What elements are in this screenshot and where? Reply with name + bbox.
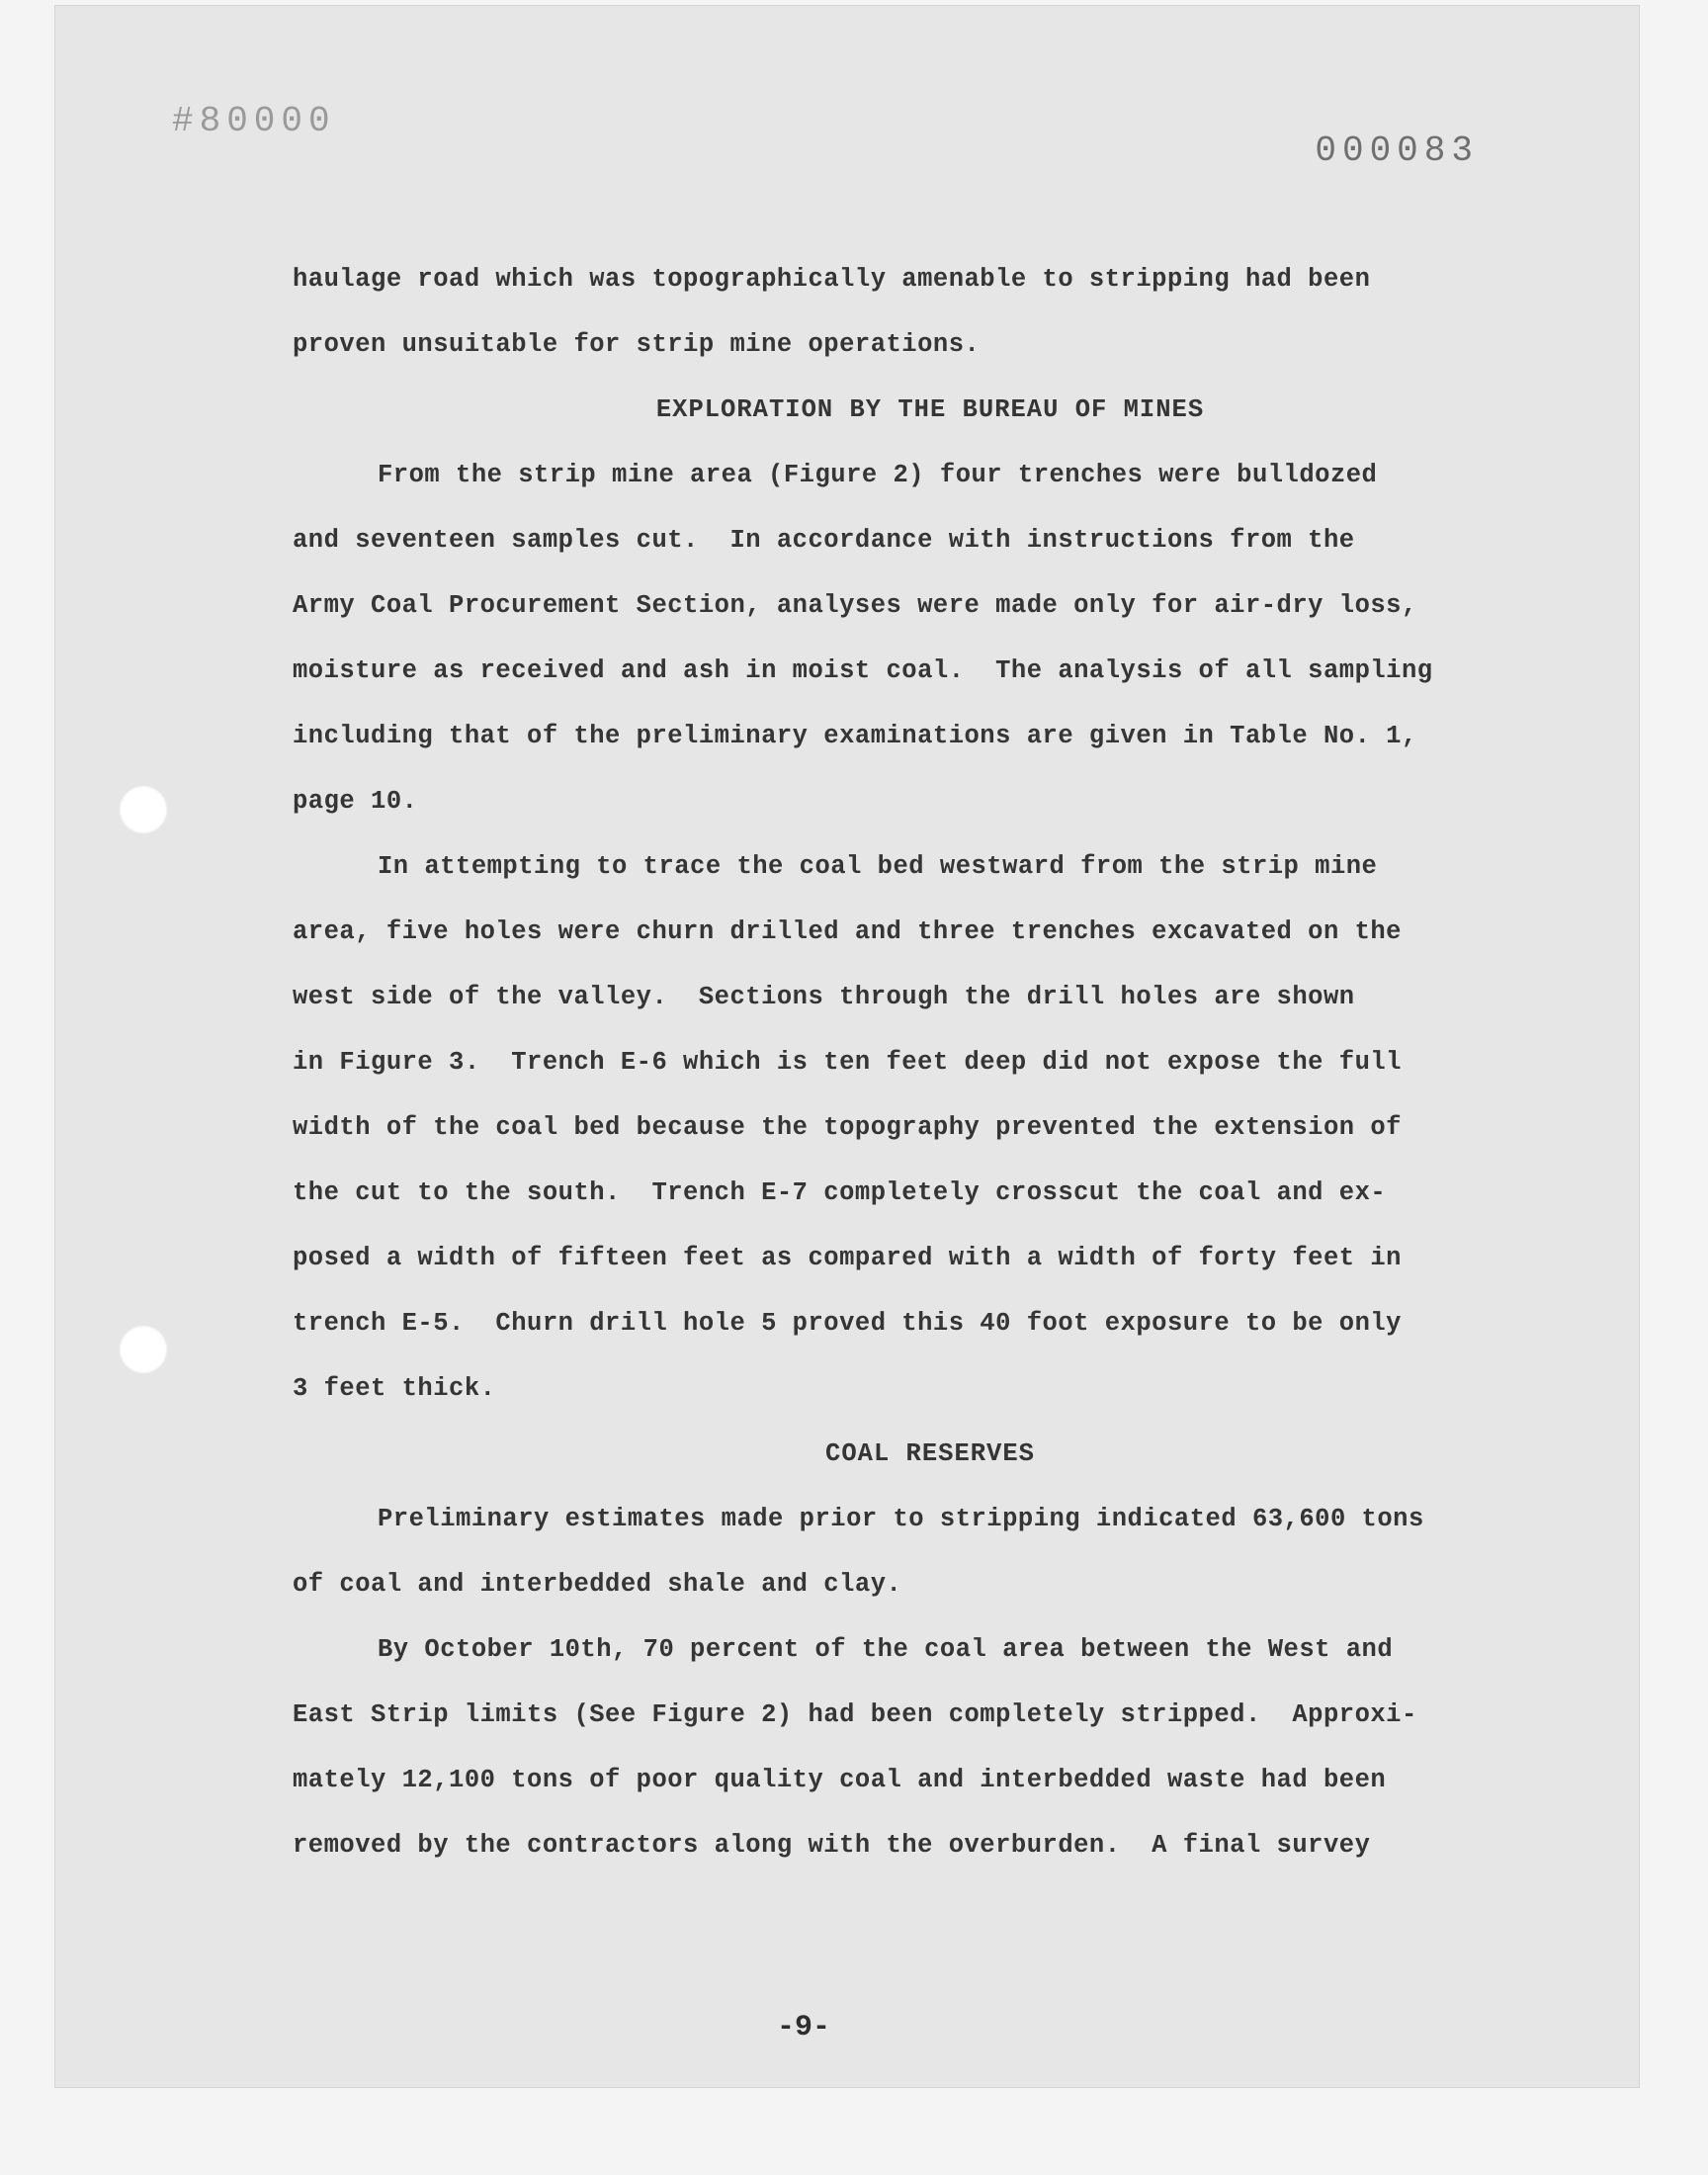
body-line: removed by the contractors along with the overburden. A final survey — [293, 1831, 1371, 1860]
body-line: posed a width of fifteen feet as compared with a width of forty feet in — [293, 1244, 1402, 1272]
punch-hole-top — [119, 785, 168, 834]
body-line: In attempting to trace the coal bed westward from the strip mine — [378, 852, 1378, 881]
punch-hole-bottom — [119, 1325, 168, 1374]
body-line: page 10. — [293, 787, 418, 816]
body-line: of coal and interbedded shale and clay. — [293, 1570, 902, 1599]
body-line: including that of the preliminary examinations are given in Table No. 1, — [293, 722, 1417, 750]
body-line: By October 10th, 70 percent of the coal area between the West and — [378, 1635, 1394, 1664]
body-line: East Strip limits (See Figure 2) had been completely stripped. Approxi- — [293, 1700, 1417, 1729]
document-page — [55, 6, 1639, 2087]
body-line: Preliminary estimates made prior to stripping indicated 63,600 tons — [378, 1505, 1424, 1533]
document-stamp-left: #80000 — [172, 101, 336, 141]
section-heading-exploration: EXPLORATION BY THE BUREAU OF MINES — [655, 395, 1205, 424]
body-line: From the strip mine area (Figure 2) four trenches were bulldozed — [378, 461, 1378, 489]
document-body — [293, 247, 1568, 1878]
body-line: the cut to the south. Trench E-7 completely crosscut the coal and ex- — [293, 1178, 1387, 1207]
body-line: width of the coal bed because the topography prevented the extension of — [293, 1113, 1402, 1142]
body-line: 3 feet thick. — [293, 1374, 496, 1403]
body-line: west side of the valley. Sections through the drill holes are shown — [293, 983, 1355, 1011]
document-stamp-number: 000083 — [1315, 130, 1479, 171]
body-line: haulage road which was topographically amenable to stripping had been — [293, 265, 1371, 294]
body-line: in Figure 3. Trench E-6 which is ten feet deep did not expose the full — [293, 1048, 1402, 1077]
body-line: area, five holes were churn drilled and three trenches excavated on the — [293, 917, 1402, 946]
body-line: moisture as received and ash in moist coal. The analysis of all sampling — [293, 656, 1433, 685]
body-line: Army Coal Procurement Section, analyses were made only for air-dry loss, — [293, 591, 1417, 620]
page-number: -9- — [776, 2011, 830, 2044]
section-heading-coal-reserves: COAL RESERVES — [825, 1439, 1035, 1468]
body-line: mately 12,100 tons of poor quality coal and interbedded waste had been — [293, 1766, 1387, 1794]
body-line: and seventeen samples cut. In accordance with instructions from the — [293, 526, 1355, 555]
body-line: proven unsuitable for strip mine operations. — [293, 330, 981, 359]
body-line: trench E-5. Churn drill hole 5 proved this 40 foot exposure to be only — [293, 1309, 1402, 1338]
